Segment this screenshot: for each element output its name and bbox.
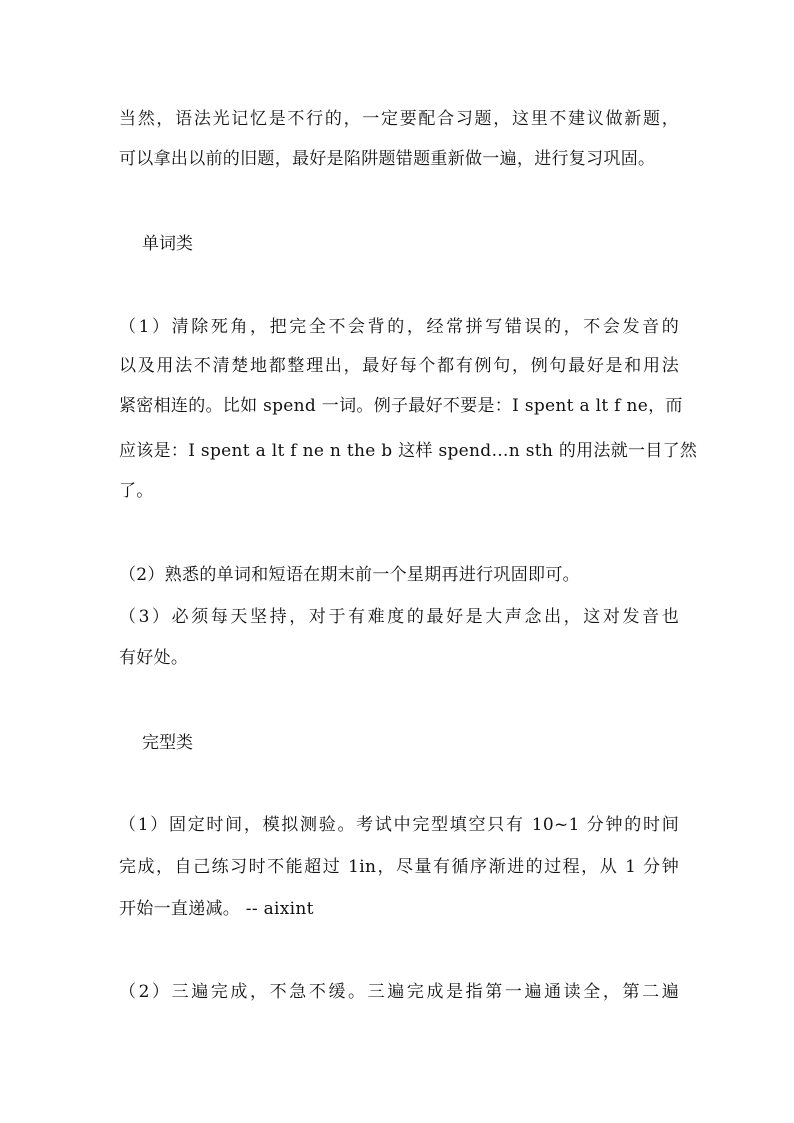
- cloze-item-2-line-1: （2）三遍完成，不急不缓。三遍完成是指第一遍通读全，第二遍: [119, 982, 679, 1002]
- intro-line-2: 可以拿出以前的旧题，最好是陷阱题错题重新做一遍，进行复习巩固。: [119, 149, 656, 169]
- cloze-item-1-line-3: 开始一直递减。 -- aixint: [119, 899, 314, 919]
- cloze-item-1-line-1: （1）固定时间，模拟测验。考试中完型填空只有 10~1 分钟的时间: [119, 815, 679, 835]
- cloze-item-1-line-2: 完成，自己练习时不能超过 1in，尽量有循序渐进的过程，从 1 分钟: [119, 857, 679, 877]
- vocab-item-2-line-1: （2）熟悉的单词和短语在期末前一个星期再进行巩固即可。: [119, 565, 580, 585]
- vocab-item-1-line-5: 了。: [119, 481, 154, 501]
- cloze-section-heading: 完型类: [142, 733, 193, 753]
- vocab-item-1-line-2: 以及用法不清楚地都整理出，最好每个都有例句，例句最好是和用法: [119, 356, 679, 376]
- intro-line-1: 当然，语法光记忆是不行的，一定要配合习题，这里不建议做新题，: [119, 109, 679, 129]
- vocab-item-1-line-4: 应该是：I spent a lt f ne n the b 这样 spend…n sth 的用法就一目了然: [119, 441, 698, 461]
- vocab-section-heading: 单词类: [142, 234, 193, 254]
- vocab-item-3-line-2: 有好处。: [119, 648, 189, 668]
- vocab-item-1-line-3: 紧密相连的。比如 spend 一词。例子最好不要是：I spent a lt f ne，而: [119, 396, 683, 416]
- vocab-item-3-line-1: （3）必须每天坚持，对于有难度的最好是大声念出，这对发音也: [119, 607, 679, 627]
- vocab-item-1-line-1: （1）清除死角，把完全不会背的，经常拼写错误的，不会发音的: [119, 317, 679, 337]
